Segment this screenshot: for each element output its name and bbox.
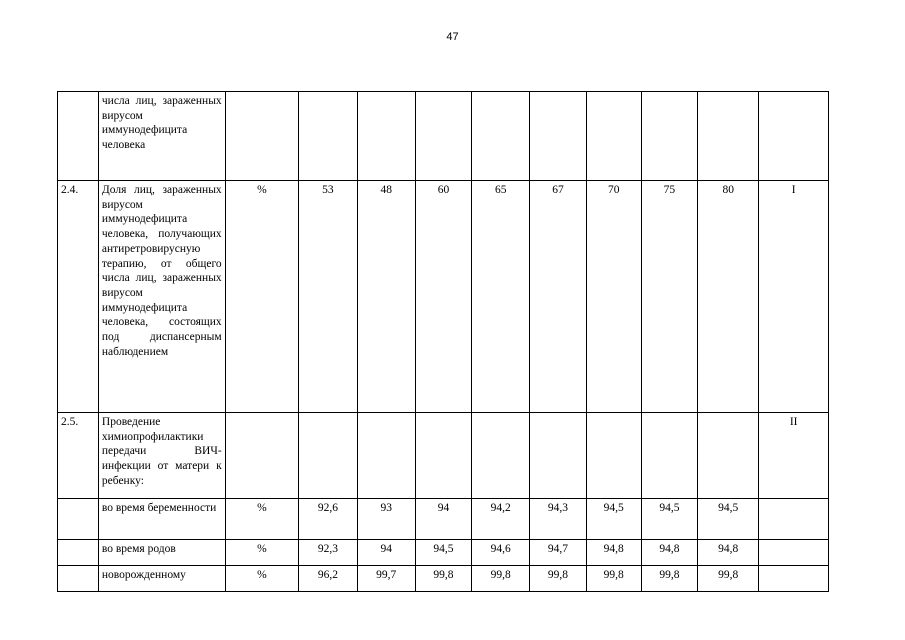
value-cell: 92,6 bbox=[299, 499, 357, 540]
value-cell: 99,8 bbox=[698, 566, 759, 592]
value-cell: 99,7 bbox=[357, 566, 415, 592]
value-cell bbox=[357, 92, 415, 181]
table-row bbox=[58, 181, 829, 413]
value-cell: 99,8 bbox=[415, 566, 471, 592]
value-cell: 75 bbox=[641, 181, 697, 413]
indicator-name-cell: во время беременности bbox=[98, 499, 225, 540]
group-cell bbox=[759, 92, 829, 181]
table-row bbox=[58, 566, 829, 592]
unit-cell: % bbox=[225, 499, 299, 540]
value-cell bbox=[299, 92, 357, 181]
value-cell: 70 bbox=[586, 181, 641, 413]
value-cell bbox=[357, 413, 415, 499]
value-cell bbox=[472, 92, 530, 181]
value-cell: 65 bbox=[472, 181, 530, 413]
row-number-cell bbox=[58, 499, 99, 540]
value-cell: 94,3 bbox=[530, 499, 586, 540]
group-cell bbox=[759, 566, 829, 592]
indicator-name-cell: новорожденному bbox=[98, 566, 225, 592]
value-cell: 80 bbox=[698, 181, 759, 413]
page-number: 47 bbox=[446, 31, 459, 43]
table-row bbox=[58, 540, 829, 566]
value-cell: 99,8 bbox=[472, 566, 530, 592]
unit-cell: % bbox=[225, 566, 299, 592]
value-cell: 67 bbox=[530, 181, 586, 413]
value-cell: 94 bbox=[415, 499, 471, 540]
row-number-cell bbox=[58, 540, 99, 566]
value-cell: 99,8 bbox=[641, 566, 697, 592]
value-cell: 94,7 bbox=[530, 540, 586, 566]
value-cell: 96,2 bbox=[299, 566, 357, 592]
group-cell bbox=[759, 540, 829, 566]
unit-cell bbox=[225, 92, 299, 181]
value-cell: 93 bbox=[357, 499, 415, 540]
row-number-cell: 2.5. bbox=[58, 413, 99, 499]
table-row bbox=[58, 92, 829, 181]
value-cell bbox=[415, 92, 471, 181]
value-cell: 92,3 bbox=[299, 540, 357, 566]
indicator-name-cell: числа лиц, зараженных вирусом иммунодефицита человека bbox=[98, 92, 225, 181]
value-cell: 94,2 bbox=[472, 499, 530, 540]
unit-cell: % bbox=[225, 540, 299, 566]
value-cell: 94,5 bbox=[641, 499, 697, 540]
unit-cell bbox=[225, 413, 299, 499]
value-cell: 94,5 bbox=[586, 499, 641, 540]
indicator-name-cell: Проведение химиопрофилактики передачи ВИЧ-инфекции от матери к ребенку: bbox=[98, 413, 225, 499]
value-cell: 94,5 bbox=[698, 499, 759, 540]
value-cell bbox=[698, 92, 759, 181]
value-cell: 99,8 bbox=[530, 566, 586, 592]
row-number-cell bbox=[58, 92, 99, 181]
indicator-name-cell: во время родов bbox=[98, 540, 225, 566]
value-cell: 94,8 bbox=[586, 540, 641, 566]
value-cell: 60 bbox=[415, 181, 471, 413]
value-cell: 48 bbox=[357, 181, 415, 413]
value-cell: 94,6 bbox=[472, 540, 530, 566]
value-cell: 94,8 bbox=[641, 540, 697, 566]
row-number-cell bbox=[58, 566, 99, 592]
value-cell bbox=[586, 92, 641, 181]
value-cell bbox=[641, 413, 697, 499]
indicators-table bbox=[57, 91, 829, 592]
group-cell: I bbox=[759, 181, 829, 413]
value-cell bbox=[415, 413, 471, 499]
indicator-name-cell: Доля лиц, зараженных вирусом иммунодефицита человека, получающих антиретровирусную терапию, от общего числа лиц, зараженных вирусом иммунодефицита человека, состоящих под диспансерным наблюдением bbox=[98, 181, 225, 413]
value-cell bbox=[586, 413, 641, 499]
row-number-cell: 2.4. bbox=[58, 181, 99, 413]
group-cell: II bbox=[759, 413, 829, 499]
value-cell bbox=[299, 413, 357, 499]
value-cell: 99,8 bbox=[586, 566, 641, 592]
table-row bbox=[58, 499, 829, 540]
value-cell: 94,5 bbox=[415, 540, 471, 566]
group-cell bbox=[759, 499, 829, 540]
value-cell bbox=[698, 413, 759, 499]
table-row bbox=[58, 413, 829, 499]
unit-cell: % bbox=[225, 181, 299, 413]
value-cell bbox=[530, 92, 586, 181]
value-cell bbox=[530, 413, 586, 499]
value-cell: 94 bbox=[357, 540, 415, 566]
value-cell: 53 bbox=[299, 181, 357, 413]
value-cell bbox=[472, 413, 530, 499]
value-cell: 94,8 bbox=[698, 540, 759, 566]
value-cell bbox=[641, 92, 697, 181]
